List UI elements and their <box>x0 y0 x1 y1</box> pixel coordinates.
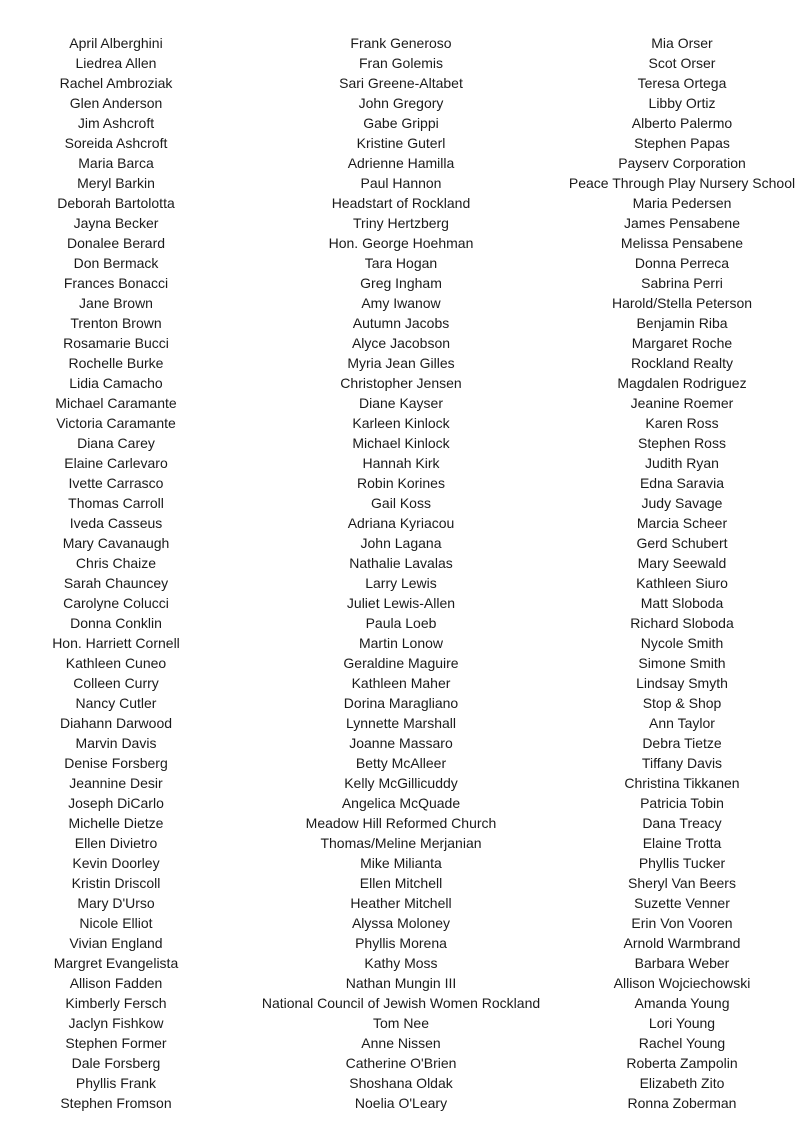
name-entry: Robin Korines <box>357 475 445 491</box>
name-entry: John Lagana <box>360 535 442 551</box>
name-entry: Lynnette Marshall <box>346 715 456 731</box>
name-entry: Chris Chaize <box>75 555 157 571</box>
name-entry: Michael Caramante <box>55 395 177 411</box>
name-entry: Heather Mitchell <box>350 895 452 911</box>
name-entry: Paul Hannon <box>360 175 442 191</box>
name-entry: Donalee Berard <box>66 235 166 251</box>
name-entry: Diahann Darwood <box>59 715 173 731</box>
name-entry: Rockland Realty <box>631 355 733 371</box>
name-entry: Teresa Ortega <box>637 75 727 91</box>
name-entry: Jaclyn Fishkow <box>68 1015 164 1031</box>
name-entry: Kristine Guterl <box>356 135 446 151</box>
name-entry: Kevin Doorley <box>72 855 160 871</box>
name-entry: Christopher Jensen <box>340 375 462 391</box>
name-entry: Diane Kayser <box>358 395 444 411</box>
name-entry: Martin Lonow <box>358 635 444 651</box>
name-entry: Adriana Kyriacou <box>347 515 455 531</box>
name-entry: Erin Von Vooren <box>631 915 733 931</box>
name-entry: Stephen Papas <box>634 135 730 151</box>
name-entry: Lori Young <box>648 1015 716 1031</box>
name-entry: Jayna Becker <box>73 215 159 231</box>
name-entry: Anne Nissen <box>361 1035 441 1051</box>
name-entry: Libby Ortiz <box>648 95 716 111</box>
name-entry: Michael Kinlock <box>352 435 450 451</box>
name-entry: Meryl Barkin <box>77 175 155 191</box>
name-entry: Kathleen Maher <box>351 675 451 691</box>
name-entry: Dale Forsberg <box>71 1055 161 1071</box>
name-entry: Gabe Grippi <box>363 115 439 131</box>
name-entry: Amanda Young <box>634 995 730 1011</box>
name-entry: Kelly McGillicuddy <box>344 775 458 791</box>
name-entry: Elizabeth Zito <box>639 1075 725 1091</box>
name-entry: Lidia Camacho <box>69 375 163 391</box>
names-column-2 <box>246 33 556 1113</box>
name-entry: Stephen Fromson <box>60 1095 172 1111</box>
name-entry: Hannah Kirk <box>362 455 440 471</box>
name-entry: Matt Sloboda <box>640 595 724 611</box>
name-entry: Rachel Young <box>638 1035 726 1051</box>
name-entry: Iveda Casseus <box>69 515 163 531</box>
name-entry: Payserv Corporation <box>618 155 746 171</box>
name-entry: Allison Wojciechowski <box>613 975 751 991</box>
name-entry: Gerd Schubert <box>636 535 728 551</box>
name-entry: Autumn Jacobs <box>352 315 450 331</box>
name-entry: Mary Cavanaugh <box>62 535 170 551</box>
name-entry: Deborah Bartolotta <box>57 195 175 211</box>
name-entry: Sarah Chauncey <box>63 575 169 591</box>
name-entry: Vivian England <box>69 935 163 951</box>
name-entry: Colleen Curry <box>73 675 159 691</box>
name-entry: Alberto Palermo <box>631 115 733 131</box>
name-entry: Michelle Dietze <box>68 815 164 831</box>
name-entry: Thomas/Meline Merjanian <box>320 835 482 851</box>
name-entry: Judy Savage <box>641 495 723 511</box>
name-entry: Elaine Trotta <box>642 835 722 851</box>
name-entry: Judith Ryan <box>645 455 719 471</box>
name-entry: Harold/Stella Peterson <box>611 295 753 311</box>
name-entry: Larry Lewis <box>365 575 437 591</box>
name-entry: Betty McAlleer <box>355 755 447 771</box>
name-entry: Sari Greene-Altabet <box>339 75 463 91</box>
name-entry: Roberta Zampolin <box>626 1055 738 1071</box>
name-entry: Rachel Ambroziak <box>59 75 173 91</box>
name-entry: Stephen Former <box>65 1035 167 1051</box>
names-column-3 <box>560 33 800 1113</box>
name-entry: Mary D'Urso <box>77 895 155 911</box>
name-entry: Barbara Weber <box>634 955 730 971</box>
name-entry: Denise Forsberg <box>64 755 168 771</box>
name-entry: Catherine O'Brien <box>345 1055 457 1071</box>
name-entry: Kimberly Fersch <box>65 995 167 1011</box>
name-entry: Richard Sloboda <box>630 615 734 631</box>
name-entry: Myria Jean Gilles <box>347 355 455 371</box>
name-entry: Patricia Tobin <box>640 795 724 811</box>
name-entry: Mia Orser <box>651 35 713 51</box>
name-entry: Donna Perreca <box>634 255 730 271</box>
name-entry: Ivette Carrasco <box>68 475 164 491</box>
name-entry: Greg Ingham <box>360 275 442 291</box>
name-entry: Suzette Venner <box>634 895 730 911</box>
name-entry: Nicole Elliot <box>79 915 153 931</box>
name-entry: Glen Anderson <box>69 95 163 111</box>
name-entry: Liedrea Allen <box>75 55 157 71</box>
name-entry: Mike Milianta <box>360 855 442 871</box>
name-entry: Jeannine Desir <box>69 775 163 791</box>
name-entry: Maria Pedersen <box>632 195 732 211</box>
name-entry: James Pensabene <box>624 215 740 231</box>
name-entry: Jeanine Roemer <box>630 395 734 411</box>
name-entry: Phyllis Tucker <box>638 855 726 871</box>
name-entry: Paula Loeb <box>365 615 437 631</box>
name-entry: Jane Brown <box>79 295 153 311</box>
name-entry: Peace Through Play Nursery School <box>568 175 796 191</box>
name-entry: Marvin Davis <box>75 735 157 751</box>
name-entry: Dorina Maragliano <box>343 695 459 711</box>
name-entry: Karleen Kinlock <box>352 415 450 431</box>
name-entry: Sheryl Van Beers <box>628 875 736 891</box>
name-entry: Scot Orser <box>648 55 716 71</box>
name-entry: Soreida Ashcroft <box>64 135 168 151</box>
name-entry: Trenton Brown <box>70 315 162 331</box>
name-entry: Phyllis Morena <box>355 935 447 951</box>
name-entry: Meadow Hill Reformed Church <box>305 815 497 831</box>
name-entry: Alyssa Moloney <box>351 915 451 931</box>
name-entry: Stephen Ross <box>638 435 726 451</box>
name-entry: Thomas Carroll <box>68 495 164 511</box>
name-entry: Nycole Smith <box>640 635 724 651</box>
name-entry: Gail Koss <box>371 495 431 511</box>
name-entry: Kathy Moss <box>364 955 438 971</box>
name-entry: Nathan Mungin III <box>345 975 457 991</box>
name-entry: Phyllis Frank <box>75 1075 157 1091</box>
name-entry: Juliet Lewis-Allen <box>346 595 456 611</box>
name-entry: Marcia Scheer <box>636 515 728 531</box>
name-entry: Karen Ross <box>645 415 719 431</box>
name-entry: Stop & Shop <box>642 695 722 711</box>
name-entry: Kathleen Siuro <box>636 575 728 591</box>
name-entry: Melissa Pensabene <box>620 235 744 251</box>
name-entry: Triny Hertzberg <box>353 215 449 231</box>
name-entry: Noelia O'Leary <box>354 1095 448 1111</box>
name-entry: Simone Smith <box>638 655 726 671</box>
name-entry: Debra Tietze <box>642 735 722 751</box>
name-entry: Arnold Warmbrand <box>623 935 741 951</box>
name-entry: Joanne Massaro <box>349 735 453 751</box>
name-entry: Margaret Roche <box>631 335 733 351</box>
name-entry: Elaine Carlevaro <box>64 455 168 471</box>
name-entry: Amy Iwanow <box>361 295 441 311</box>
name-entry: Tiffany Davis <box>641 755 723 771</box>
name-entry: Hon. George Hoehman <box>328 235 474 251</box>
name-entry: Edna Saravia <box>639 475 725 491</box>
name-entry: Jim Ashcroft <box>77 115 155 131</box>
name-entry: Fran Golemis <box>358 55 444 71</box>
name-entry: Donna Conklin <box>70 615 162 631</box>
name-entry: Rochelle Burke <box>68 355 164 371</box>
name-entry: April Alberghini <box>69 35 163 51</box>
name-entry: Alyce Jacobson <box>351 335 451 351</box>
name-entry: Diana Carey <box>77 435 155 451</box>
name-entry: Ronna Zoberman <box>627 1095 737 1111</box>
name-entry: Sabrina Perri <box>641 275 723 291</box>
name-entry: Angelica McQuade <box>341 795 461 811</box>
name-entry: Benjamin Riba <box>636 315 728 331</box>
name-entry: Allison Fadden <box>69 975 163 991</box>
name-entry: Carolyne Colucci <box>63 595 169 611</box>
name-entry: Magdalen Rodriguez <box>617 375 747 391</box>
names-column-1 <box>16 33 216 1113</box>
name-entry: Shoshana Oldak <box>349 1075 453 1091</box>
name-entry: Dana Treacy <box>642 815 722 831</box>
name-entry: Kathleen Cuneo <box>65 655 167 671</box>
name-entry: Headstart of Rockland <box>331 195 471 211</box>
name-entry: Tom Nee <box>372 1015 430 1031</box>
name-entry: Nathalie Lavalas <box>349 555 453 571</box>
name-entry: Don Bermack <box>73 255 159 271</box>
name-entry: Adrienne Hamilla <box>347 155 455 171</box>
name-entry: Frances Bonacci <box>63 275 169 291</box>
name-entry: Ann Taylor <box>649 715 715 731</box>
name-entry: Mary Seewald <box>637 555 727 571</box>
name-entry: Christina Tikkanen <box>624 775 740 791</box>
name-entry: National Council of Jewish Women Rockland <box>261 995 541 1011</box>
name-entry: Tara Hogan <box>364 255 438 271</box>
name-entry: Geraldine Maguire <box>343 655 459 671</box>
name-entry: Rosamarie Bucci <box>63 335 169 351</box>
name-entry: Nancy Cutler <box>75 695 157 711</box>
name-entry: Kristin Driscoll <box>71 875 161 891</box>
name-entry: Ellen Divietro <box>74 835 158 851</box>
name-entry: Frank Generoso <box>350 35 452 51</box>
name-entry: John Gregory <box>358 95 444 111</box>
name-entry: Ellen Mitchell <box>359 875 443 891</box>
name-entry: Maria Barca <box>78 155 154 171</box>
name-entry: Lindsay Smyth <box>636 675 728 691</box>
name-entry: Victoria Caramante <box>56 415 176 431</box>
name-entry: Margret Evangelista <box>53 955 179 971</box>
name-entry: Hon. Harriett Cornell <box>52 635 180 651</box>
name-entry: Joseph DiCarlo <box>68 795 164 811</box>
